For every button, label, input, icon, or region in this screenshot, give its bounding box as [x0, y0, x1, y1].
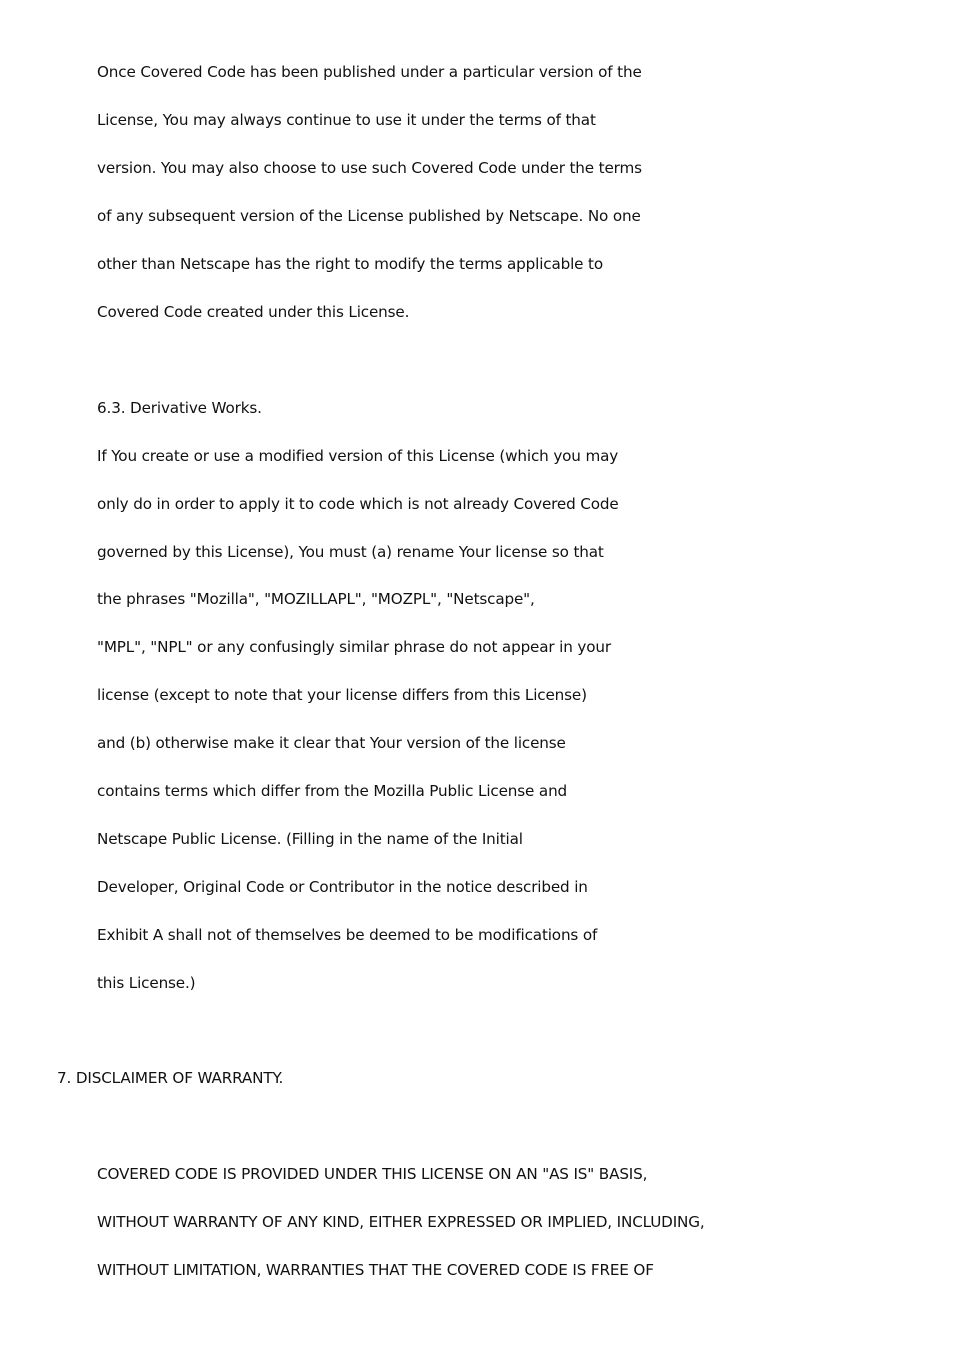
para-6-3-line: license (except to note that your license differs from this License): [97, 686, 587, 704]
para-6-2-line: other than Netscape has the right to modify the terms applicable to: [97, 255, 603, 273]
para-6-3-line: the phrases "Mozilla", "MOZILLAPL", "MOZPL", "Netscape",: [97, 590, 535, 608]
para-7-line: WITHOUT LIMITATION, WARRANTIES THAT THE COVERED CODE IS FREE OF: [97, 1261, 654, 1279]
para-7-line: WITHOUT WARRANTY OF ANY KIND, EITHER EXPRESSED OR IMPLIED, INCLUDING,: [97, 1213, 705, 1231]
para-7-line: COVERED CODE IS PROVIDED UNDER THIS LICENSE ON AN "AS IS" BASIS,: [97, 1165, 648, 1183]
para-6-2-line: version. You may also choose to use such Covered Code under the terms: [97, 159, 642, 177]
para-6-2-line: of any subsequent version of the License published by Netscape. No one: [97, 207, 641, 225]
para-6-2-line: License, You may always continue to use it under the terms of that: [97, 111, 596, 129]
para-6-3-line: "MPL", "NPL" or any confusingly similar phrase do not appear in your: [97, 638, 611, 656]
para-6-3-line: Exhibit A shall not of themselves be deemed to be modifications of: [97, 926, 598, 944]
para-6-3-line: and (b) otherwise make it clear that Your version of the license: [97, 734, 566, 752]
section-heading-7: 7. DISCLAIMER OF WARRANTY.: [57, 1069, 284, 1087]
para-6-3-line: Developer, Original Code or Contributor in the notice described in: [97, 878, 588, 896]
para-6-3-line: this License.): [97, 974, 196, 992]
para-6-3-line: If You create or use a modified version of this License (which you may: [97, 447, 619, 465]
para-6-3-line: only do in order to apply it to code which is not already Covered Code: [97, 495, 619, 513]
para-6-2-line: Once Covered Code has been published under a particular version of the: [97, 63, 642, 81]
para-6-3-line: contains terms which differ from the Mozilla Public License and: [97, 782, 568, 800]
para-6-3-line: Netscape Public License. (Filling in the name of the Initial: [97, 830, 523, 848]
para-6-2-line: Covered Code created under this License.: [97, 303, 410, 321]
section-heading-6-3: 6.3. Derivative Works.: [97, 399, 262, 417]
para-6-3-line: governed by this License), You must (a) rename Your license so that: [97, 543, 604, 561]
